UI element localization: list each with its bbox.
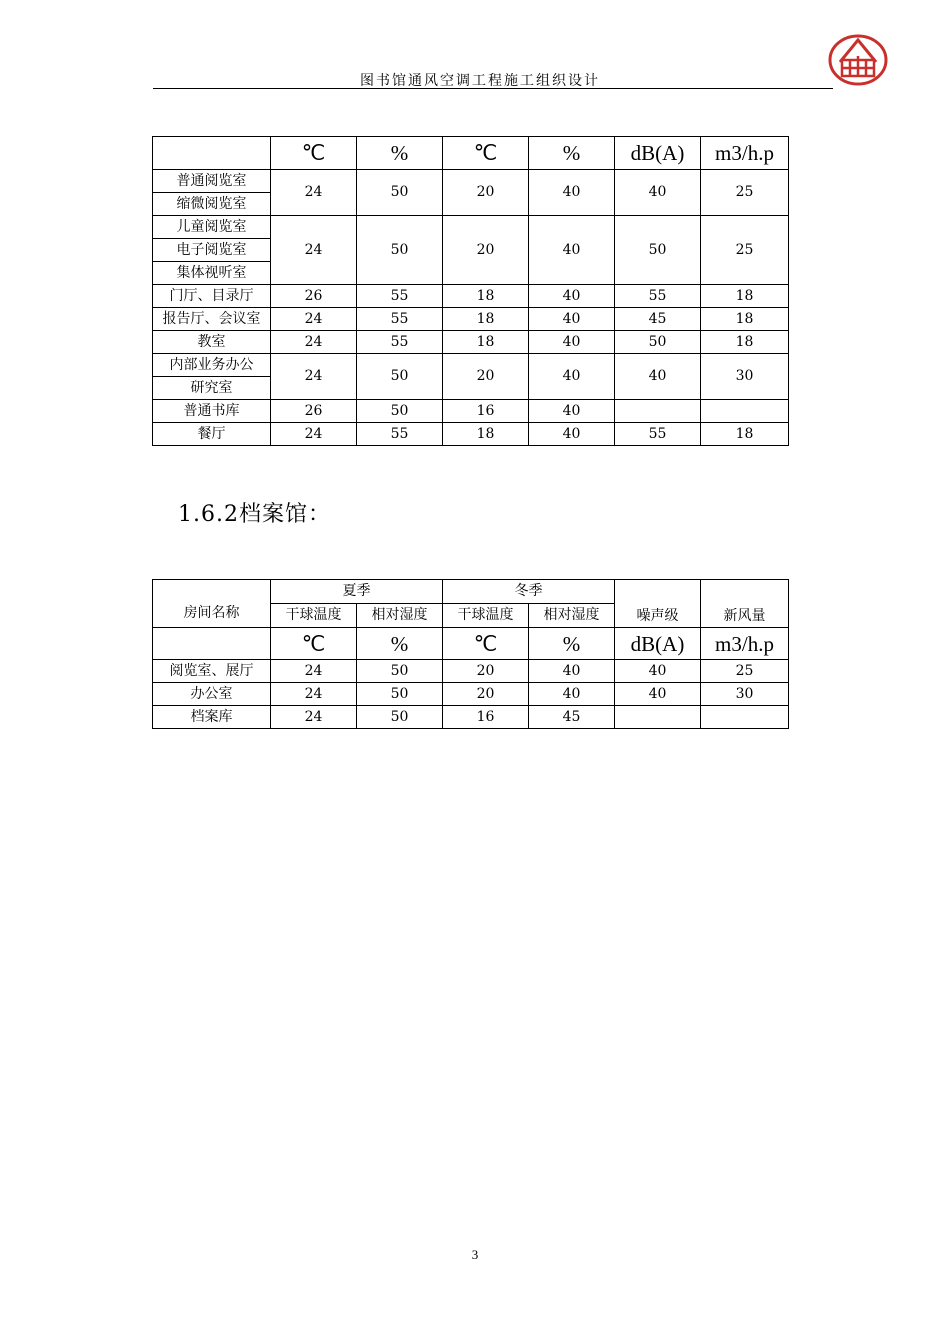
table-row [153, 683, 789, 706]
value-cell: 18 [443, 285, 529, 308]
table-row [153, 400, 789, 423]
value-cell: 18 [443, 331, 529, 354]
room-name: 缩微阅览室 [153, 192, 270, 215]
table-row [153, 170, 789, 216]
value-cell: 40 [529, 285, 615, 308]
unit-cell: % [529, 628, 615, 660]
value-cell [701, 706, 789, 729]
units-row [153, 628, 789, 660]
unit-cell: ℃ [271, 628, 357, 660]
header-row [153, 580, 789, 604]
value-cell: 50 [357, 683, 443, 706]
room-name-cell [153, 216, 271, 285]
value-cell: 55 [615, 423, 701, 446]
room-name-cell [153, 170, 271, 216]
table-row [153, 423, 789, 446]
value-cell: 50 [357, 354, 443, 400]
value-cell: 50 [357, 400, 443, 423]
unit-cell: ℃ [443, 628, 529, 660]
sub-header-cell: 干球温度 [443, 604, 529, 628]
value-cell: 40 [529, 423, 615, 446]
value-cell: 24 [271, 354, 357, 400]
value-cell: 20 [443, 170, 529, 216]
summer-header: 夏季 [271, 580, 443, 604]
value-cell: 55 [357, 331, 443, 354]
value-cell: 24 [271, 170, 357, 216]
winter-header: 冬季 [443, 580, 615, 604]
units-row [153, 137, 789, 170]
value-cell: 20 [443, 216, 529, 285]
room-name: 内部业务办公 [169, 357, 254, 373]
room-name-cell: 餐厅 [153, 423, 271, 446]
room-name: 集体视听室 [153, 261, 270, 284]
value-cell: 55 [357, 423, 443, 446]
unit-cell: % [357, 628, 443, 660]
room-name-cell: 门厅、目录厅 [153, 285, 271, 308]
table-row [153, 285, 789, 308]
table-row [153, 331, 789, 354]
sub-header-cell: 相对湿度 [529, 604, 615, 628]
fresh-air-header: 新风量 [701, 580, 789, 628]
value-cell: 40 [529, 660, 615, 683]
unit-cell: dB(A) [615, 628, 701, 660]
value-cell: 40 [529, 170, 615, 216]
value-cell: 50 [357, 660, 443, 683]
value-cell: 40 [615, 170, 701, 216]
value-cell [615, 400, 701, 423]
room-name-cell: 普通书库 [153, 400, 271, 423]
value-cell: 25 [701, 170, 789, 216]
value-cell: 55 [357, 308, 443, 331]
value-cell: 18 [701, 308, 789, 331]
value-cell: 18 [701, 331, 789, 354]
value-cell: 25 [701, 660, 789, 683]
value-cell: 24 [271, 660, 357, 683]
table-row [153, 354, 789, 400]
table-row [153, 216, 789, 285]
value-cell: 16 [443, 400, 529, 423]
library-design-parameters-table [152, 136, 789, 446]
value-cell: 40 [529, 308, 615, 331]
value-cell: 55 [357, 285, 443, 308]
value-cell: 50 [357, 706, 443, 729]
sub-header-cell: 干球温度 [271, 604, 357, 628]
room-name-header: 房间名称 [153, 580, 271, 628]
value-cell: 26 [271, 400, 357, 423]
unit-cell: m3/h.p [701, 137, 789, 170]
value-cell: 24 [271, 423, 357, 446]
table-row [153, 660, 789, 683]
value-cell: 40 [529, 331, 615, 354]
value-cell: 55 [615, 285, 701, 308]
value-cell: 40 [615, 354, 701, 400]
value-cell: 40 [615, 683, 701, 706]
unit-cell: % [529, 137, 615, 170]
value-cell: 26 [271, 285, 357, 308]
unit-cell: dB(A) [615, 137, 701, 170]
room-name: 普通阅览室 [176, 173, 247, 189]
room-name-cell: 档案库 [153, 706, 271, 729]
value-cell: 45 [529, 706, 615, 729]
value-cell: 20 [443, 354, 529, 400]
room-name-cell: 报告厅、会议室 [153, 308, 271, 331]
value-cell: 40 [615, 660, 701, 683]
value-cell: 20 [443, 660, 529, 683]
value-cell: 18 [701, 285, 789, 308]
value-cell: 50 [357, 170, 443, 216]
value-cell: 18 [701, 423, 789, 446]
noise-header: 噪声级 [615, 580, 701, 628]
company-logo [828, 32, 888, 86]
value-cell: 40 [529, 400, 615, 423]
value-cell: 30 [701, 354, 789, 400]
value-cell [701, 400, 789, 423]
unit-cell: m3/h.p [701, 628, 789, 660]
value-cell: 45 [615, 308, 701, 331]
room-name: 电子阅览室 [153, 238, 270, 261]
value-cell: 50 [615, 216, 701, 285]
empty-cell [153, 628, 271, 660]
value-cell: 30 [701, 683, 789, 706]
unit-cell: ℃ [271, 137, 357, 170]
header-divider [153, 88, 833, 89]
table-row [153, 706, 789, 729]
empty-cell [153, 137, 271, 170]
archive-design-parameters-table [152, 579, 789, 729]
value-cell [615, 706, 701, 729]
room-name: 儿童阅览室 [176, 219, 247, 235]
table-row [153, 308, 789, 331]
value-cell: 24 [271, 331, 357, 354]
value-cell: 25 [701, 216, 789, 285]
room-name: 研究室 [153, 376, 270, 399]
value-cell: 40 [529, 354, 615, 400]
value-cell: 24 [271, 216, 357, 285]
value-cell: 50 [357, 216, 443, 285]
value-cell: 24 [271, 683, 357, 706]
unit-cell: % [357, 137, 443, 170]
value-cell: 20 [443, 683, 529, 706]
value-cell: 24 [271, 706, 357, 729]
value-cell: 18 [443, 308, 529, 331]
room-name-cell [153, 354, 271, 400]
value-cell: 16 [443, 706, 529, 729]
value-cell: 40 [529, 216, 615, 285]
section-heading: 1.6.2档案馆： [178, 502, 331, 527]
page-number: 3 [471, 1247, 479, 1262]
unit-cell: ℃ [443, 137, 529, 170]
room-name-cell: 办公室 [153, 683, 271, 706]
sub-header-cell: 相对湿度 [357, 604, 443, 628]
room-name-cell: 阅览室、展厅 [153, 660, 271, 683]
document-header-title: 图书馆通风空调工程施工组织设计 [360, 73, 600, 89]
value-cell: 24 [271, 308, 357, 331]
value-cell: 50 [615, 331, 701, 354]
room-name-cell: 教室 [153, 331, 271, 354]
value-cell: 18 [443, 423, 529, 446]
value-cell: 40 [529, 683, 615, 706]
